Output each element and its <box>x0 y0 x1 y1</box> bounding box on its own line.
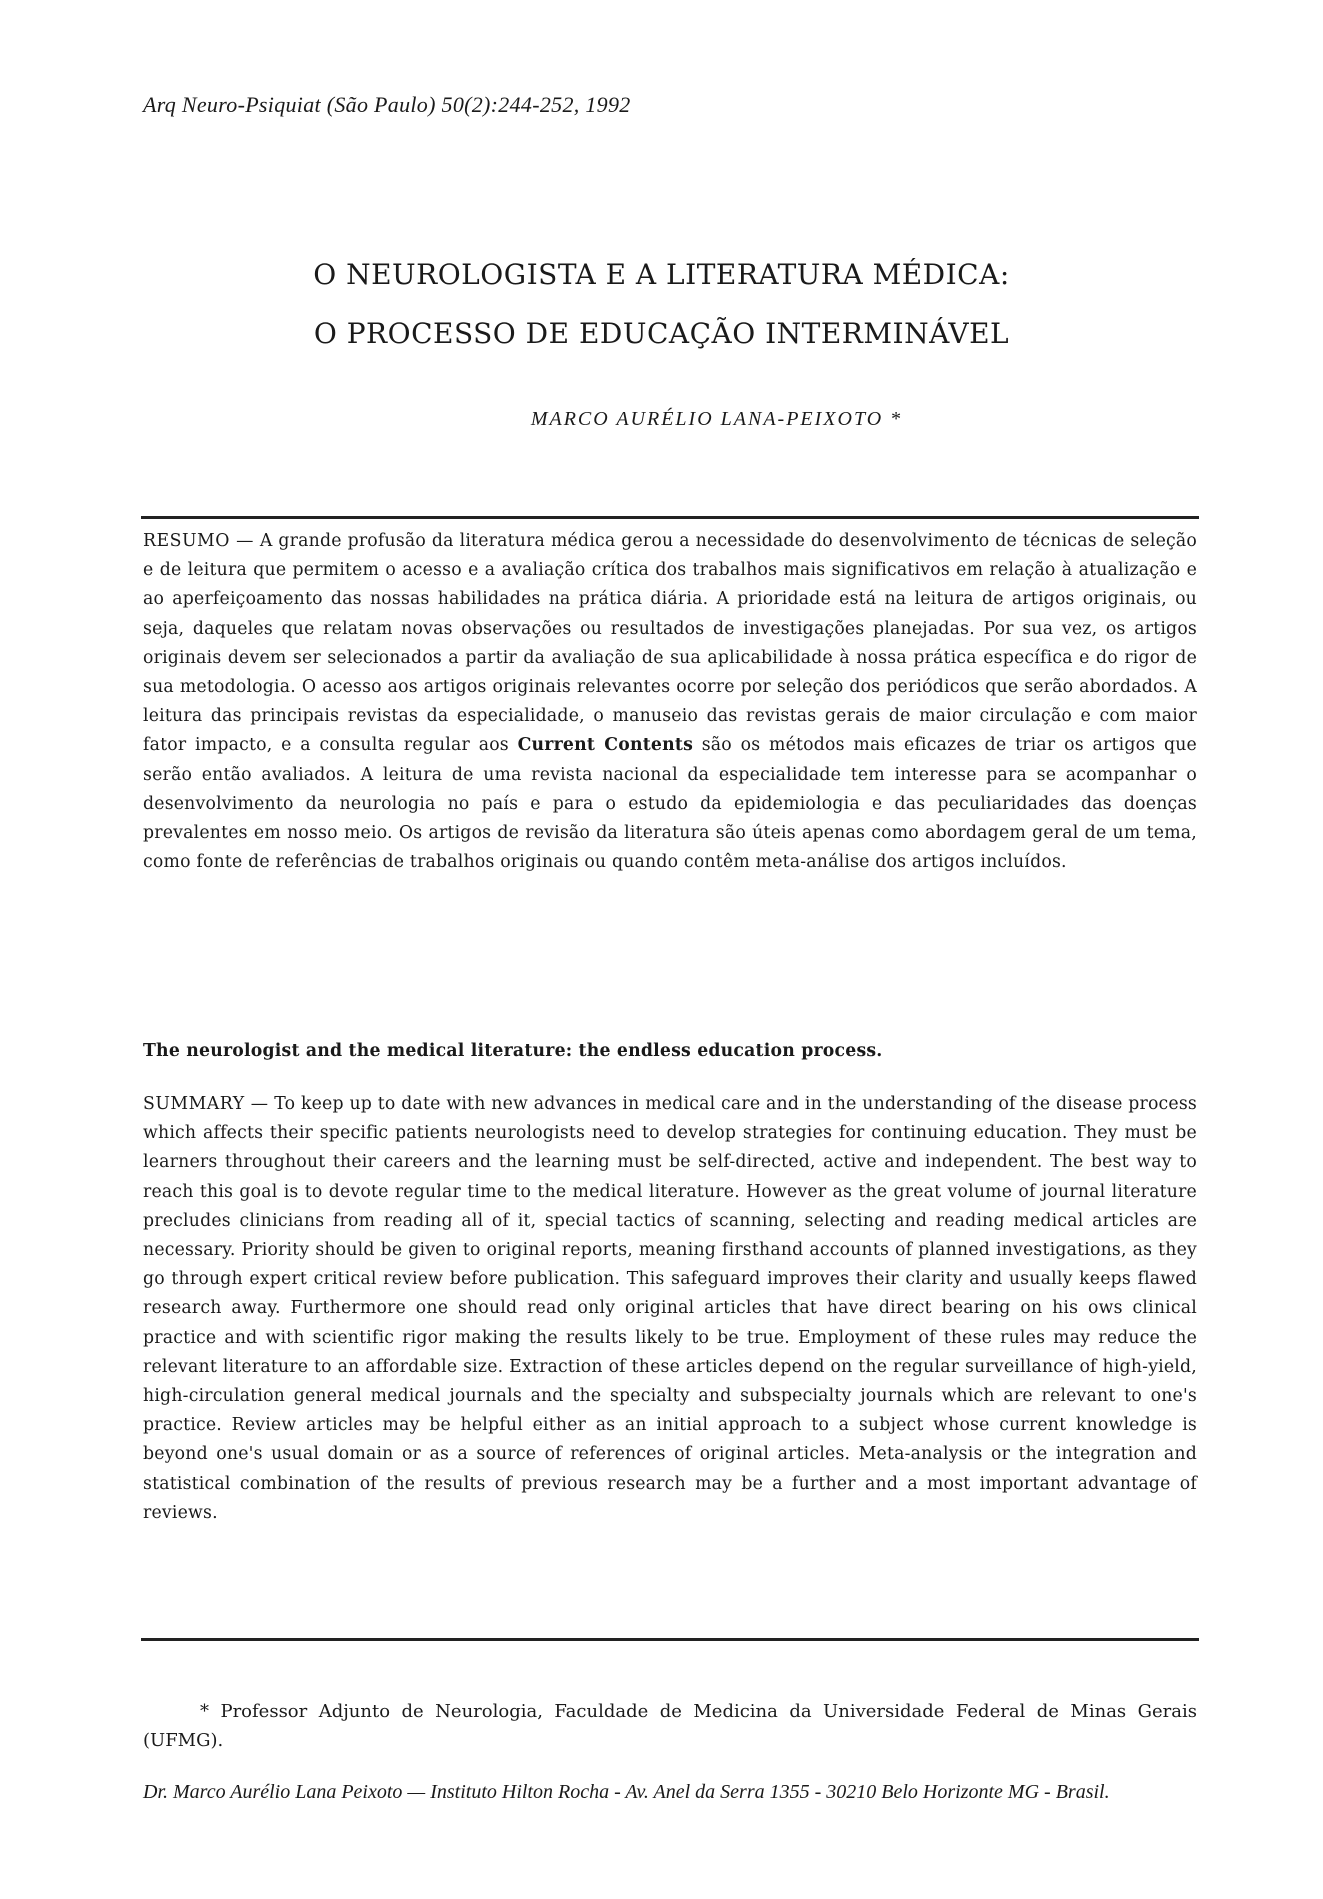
author-footnote: * Professor Adjunto de Neurologia, Faculdade de Medicina da Universidade Federal de Minas Gerais (UFMG). <box>143 1701 1197 1751</box>
summary-text: To keep up to date with new advances in medical care and in the understanding of the disease process which affects their specific patients neurologists need to develop strategies for continuing education. They must be learners throughout their careers and the learning must be self-directed, active and independent. The best way to reach this goal is to devote regular time to the medical literature. However as the great volume of journal literature precludes clinicians from reading all of it, special tactics of scanning, selecting and reading medical articles are necessary. Priority should be given to original reports, meaning firsthand accounts of planned investigations, as they go through expert critical review before publication. This safeguard improves their clarity and usually keeps flawed research away. Furthermore one should read only original articles that have direct bearing on his ows clinical practice and with scientific rigor making the results likely to be true. Employment of these rules may reduce the relevant literature to an affordable size. Extraction of these articles depend on the regular surveillance of high-yield, high-circulation general medical journals and the specialty and subspecialty journals which are relevant to one's practice. Review articles may be helpful either as an initial approach to a subject whose current knowledge is beyond one's usual domain or as a source of references of original articles. Meta-analysis or the integration and statistical combination of the results of previous research may be a further and a most important advantage of reviews. <box>143 1094 1197 1523</box>
resumo-text-part-1: A grande profusão da literatura médica gerou a necessidade do desenvolvimento de técnicas de seleção e de leitura que permitem o acesso e a avaliação crítica dos trabalhos mais significativos em relação à atualização e ao aperfeiçoamento das nossas habilidades na prática diária. A prioridade está na leitura de artigos originais, ou seja, daqueles que relatam novas observações ou resultados de investigações planejadas. Por sua vez, os artigos originais devem ser selecionados a partir da avaliação de sua aplicabilidade à nossa prática específica e do rigor de sua metodologia. O acesso aos artigos originais relevantes ocorre por seleção dos periódicos que serão abordados. A leitura das principais revistas da especialidade, o manuseio das revistas gerais de maior circulação e com maior fator impacto, e a consulta regular aos <box>143 531 1197 756</box>
english-title: The neurologist and the medical literature: the endless education process. <box>143 1041 883 1061</box>
article-title-line-1: O NEUROLOGISTA E A LITERATURA MÉDICA: <box>313 258 1010 291</box>
bottom-divider <box>141 1638 1199 1641</box>
resumo-lead: RESUMO — <box>143 531 254 551</box>
summary-abstract <box>143 1090 1197 1528</box>
top-divider <box>141 516 1199 519</box>
correspondence-address: Dr. Marco Aurélio Lana Peixoto — Instituto Hilton Rocha - Av. Anel da Serra 1355 - 30210 Belo Horizonte MG - Brasil. <box>143 1781 1110 1803</box>
article-title-line-2: O PROCESSO DE EDUCAÇÃO INTERMINÁVEL <box>313 317 1010 350</box>
journal-reference: Arq Neuro-Psiquiat (São Paulo) 50(2):244-252, 1992 <box>143 92 631 117</box>
resumo-abstract <box>143 527 1197 877</box>
resumo-text-part-2: são os métodos mais eficazes de triar os artigos que serão então avaliados. A leitura de uma revista nacional da especialidade tem interesse para se acompanhar o desenvolvimento da neurologia no país e para o estudo da epidemiologia e das peculiaridades das doenças prevalentes em nosso meio. Os artigos de revisão da literatura são úteis apenas como abordagem geral de um tema, como fonte de referências de trabalhos originais ou quando contêm meta-análise dos artigos incluídos. <box>143 735 1197 873</box>
summary-lead: SUMMARY — <box>143 1094 269 1114</box>
author-name: MARCO AURÉLIO LANA-PEIXOTO * <box>530 408 903 430</box>
current-contents-term: Current Contents <box>517 735 694 756</box>
article-title <box>0 245 1323 363</box>
